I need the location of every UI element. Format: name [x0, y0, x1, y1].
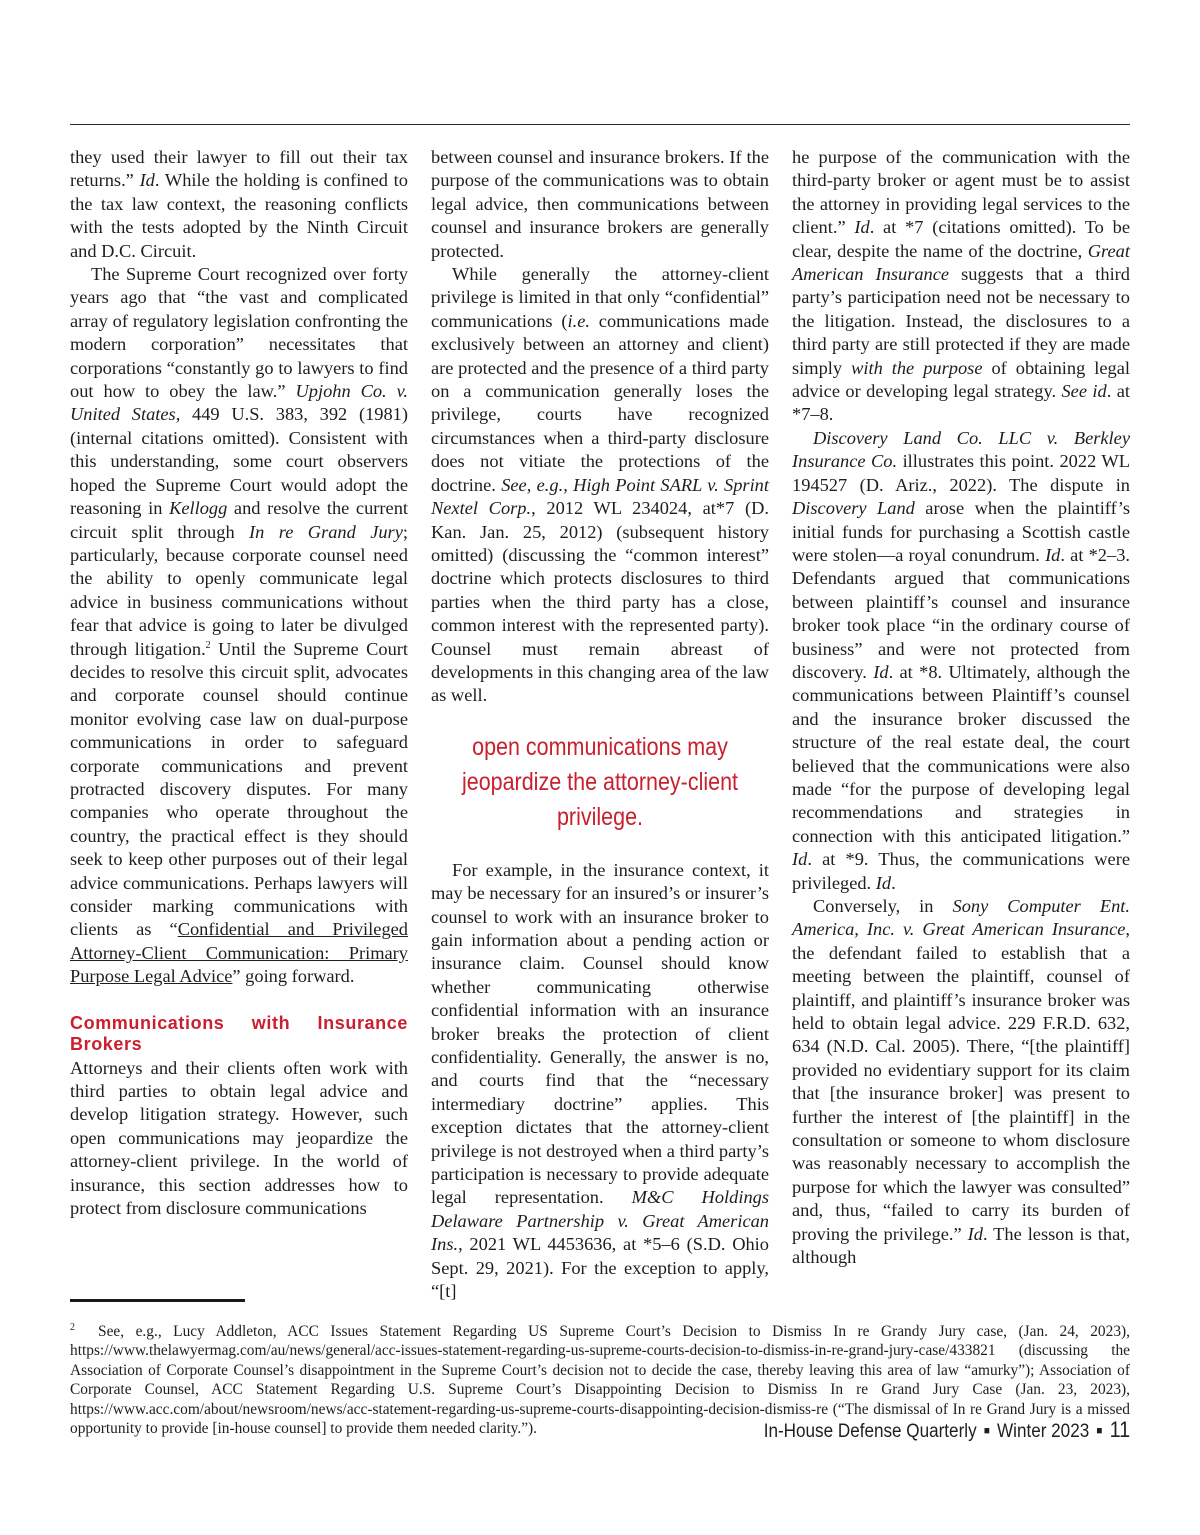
footnote-text: See, e.g., Lucy Addleton, ACC Issues Statement Regarding US Supreme Court’s Decision to Dismiss In re Grandy Jury case, (Jan. 24, 2023), https://www.thelawyermag.com/au/news/general/acc-issues-statement-regarding-us-supreme-courts-decision-to-dismiss-in-re-grand-jury-case/433821 (discussing the Association of Corporate Counsel’s disappointment in the Supreme Court’s decision not to decide the case, thereby leaving this area of law “amurky”); Association of Corporate Counsel, ACC Statement Regarding U.S. Supreme Court’s Disappointing Decision to Dismiss In re Grand Jury Case (Jan. 23, 2023), https://www.acc.com/about/newsroom/news/acc-statement-regarding-us-supreme-courts-disappointing-decision-dismiss-re (“The dismissal of In re Grand Jury is a missed opportunity to provide [in-house counsel] to provide them needed clarity.”). [70, 1323, 1130, 1438]
paragraph: For example, in the insurance context, it may be necessary for an insured’s or insurer’s counsel to work with an insurance broker to gain information about a pending action or insurance claim. Counsel should know whether communicating otherwise confidential information with an insurance broker breaks the protection of client confidentiality. Generally, the answer is no, and courts find that the “necessary intermediary doctrine” applies. This exception dictates that the attorney-client privilege is not destroyed when a third party’s participation is necessary to provide adequate legal representation. M&C Holdings Delaware Partnership v. Great American Ins., 2021 WL 4453636, at *5–6 (S.D. Ohio Sept. 29, 2021). For the exception to apply, “[t] [431, 859, 769, 1302]
paragraph: The Supreme Court recognized over forty years ago that “the vast and complicated array of regulatory legislation confronting the modern corporation” necessitates that corporations “constantly go to lawyers to find out how to obey the law.” Upjohn Co. v. United States, 449 U.S. 383, 392 (1981) (internal citations omitted). Consistent with this understanding, some court observers hoped the Supreme Court would adopt the reasoning in Kellogg and resolve the current circuit split through In re Grand Jury; particularly, because corporate counsel need the ability to openly communicate legal advice in business communications without fear that advice is going to later be divulged through litigation.$^2$ Until the Supreme Court decides to resolve this circuit split, advocates and corporate counsel should continue monitor evolving case law on dual-purpose communications in order to safeguard corporate communications and prevent protracted discovery disputes. For many companies who operate throughout the country, the practical effect is they should seek to keep other purposes out of their legal advice communications. Perhaps lawyers will consider marking communications with clients as “Confidential and Privileged Attorney-Client Communication: Primary Purpose Legal Advice” going forward. [70, 264, 409, 987]
column-3 [792, 146, 1130, 1270]
paragraph: he purpose of the communication with the third-party broker or agent must be to assist the attorney in providing legal services to the client.” Id. at *7 (citations omitted). To be clear, despite the name of the doctrine, Great American Insurance suggests that a third party’s participation need not be necessary to the litigation. Instead, the disclosures to a third party are still protected if they are made simply with the purpose of obtaining legal advice or developing legal strategy. See id. at *7–8. [792, 147, 1131, 425]
case-citation: See, e.g., High Point SARL v. Sprint Nextel Corp. [431, 474, 769, 519]
footnote-ref[interactable]: 2 [205, 639, 211, 651]
paragraph: they used their lawyer to fill out their tax returns.” Id. While the holding is confined to the tax law context, the reasoning conflicts with the tests adopted by the Ninth Circuit and D.C. Circuit. [70, 147, 408, 261]
paragraph: Attorneys and their clients often work with third parties to obtain legal advice and develop litigation strategy. However, such open communications may jeopardize the attorney-client privilege. In the world of insurance, this section addresses how to protect from disclosure communications [70, 1057, 408, 1219]
paragraph: Discovery Land Co. LLC v. Berkley Insurance Co. illustrates this point. 2022 WL 194527 (D. Ariz., 2022). The dispute in Discovery Land arose when the plaintiff’s initial funds for purchasing a Scottish castle were stolen—a royal conundrum. Id. at *2–3. Defendants argued that communications between plaintiff’s counsel and insurance broker took place “in the ordinary course of business” and were not protected from discovery. Id. at *8. Ultimately, although the communications between Plaintiff’s counsel and the insurance broker discussed the structure of the real estate deal, the court believed that the communications were also made “for the purpose of developing legal recommendations and strategies in connection with this anticipated litigation.” Id. at *9. Thus, the communications were privileged. Id. [792, 427, 1131, 893]
publication-name: In-House Defense Quarterly [763, 1421, 977, 1442]
paragraph: Conversely, in Sony Computer Ent. America, Inc. v. Great American Insurance, the defendant failed to establish that a meeting between the plaintiff, counsel of plaintiff, and plaintiff’s insurance broker was held to obtain legal advice. 229 F.R.D. 632, 634 (N.D. Cal. 2005). There, “[the plaintiff] provided no evidentiary support for its claim that [the insurance broker] was present to further the interest of [the plaintiff] in the consultation or someone to whom disclosure was reasonably necessary to accomplish the purpose for which the lawyer was consulted” and, thus, “failed to carry its burden of proving the privilege.” Id. The lesson is that, although [792, 896, 1130, 1268]
paragraph: While generally the attorney-client privilege is limited in that only “confidential” communications (i.e. communications made exclusively between an attorney and client) are protected and the presence of a third party on a communication generally loses the privilege, courts have recognized circumstances when a third-party disclosure does not vitiate the protections of the doctrine. See, e.g., High Point SARL v. Sprint Nextel Corp., 2012 WL 234024, at*7 (D. Kan. Jan. 25, 2012) (subsequent history omitted) (discussing the “common interest” doctrine which protects disclosures to third parties when the third party has a close, common interest with the represented party). Counsel must remain abreast of developments in this changing area of the law as well. [431, 264, 769, 706]
top-rule [70, 124, 1130, 125]
footnote-rule [70, 1299, 245, 1302]
case-citation: Upjohn Co. v. United States [70, 381, 408, 425]
column-1 [70, 146, 408, 1220]
privilege-label: Confidential and Privileged Attorney-Client Communication: Primary Purpose Legal Advice [70, 919, 408, 987]
column-2 [431, 146, 769, 1303]
page-number: 11 [1109, 1417, 1130, 1442]
issue-label: Winter 2023 [996, 1421, 1090, 1442]
footnote-number: 2 [70, 1321, 75, 1333]
separator-icon: ■ [983, 1425, 990, 1437]
section-heading: Communications with Insurance Brokers [70, 1012, 408, 1054]
paragraph: between counsel and insurance brokers. If the purpose of the communications was to obtain legal advice, then communications between counsel and insurance brokers are generally protected. [431, 147, 769, 261]
case-citation: Discovery Land Co. LLC v. Berkley Insurance Co. [792, 427, 1130, 472]
case-citation: M&C Holdings Delaware Partnership v. Great American Ins. [431, 1187, 769, 1255]
separator-icon: ■ [1096, 1425, 1103, 1437]
pull-quote: open communications may jeopardize the attorney-client privilege. [461, 732, 739, 831]
case-citation: Sony Computer Ent. America, Inc. v. Great American Insurance [792, 896, 1130, 940]
page-footer [764, 1417, 1130, 1443]
